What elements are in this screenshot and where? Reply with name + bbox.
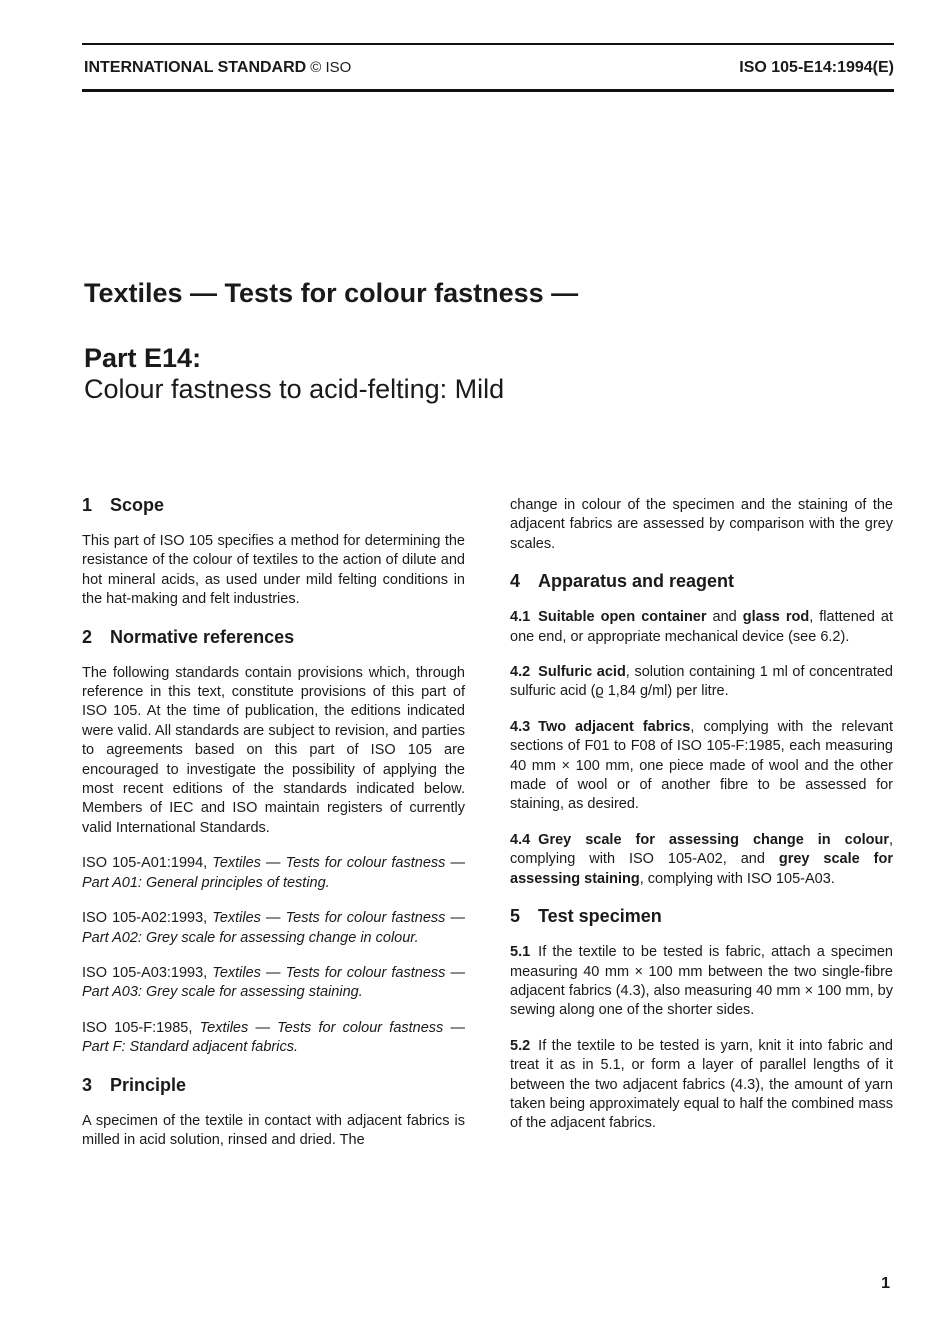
reference-item: ISO 105-A03:1993, Textiles — Tests for colour fastness — Part A03: Grey scale for assessing staining. <box>82 964 465 1001</box>
section-2-body: The following standards contain provisions which, through reference in this text, constitute provisions of this part of ISO 105. At the time of publication, the editions indicated were valid. All standards are subject to revision, and parties to agreements based on this part of ISO 105 are encouraged to investigate the possibility of applying the most recent editions of the standards indicated below. Members of IEC and ISO maintain registers of currently valid International Standards. <box>82 664 465 836</box>
reference-item: ISO 105-F:1985, Textiles — Tests for colour fastness — Part F: Standard adjacent fabrics. <box>82 1019 466 1056</box>
clause-4-2: 4.2 Sulfuric acid, solution containing 1 ml of concentrated sulfuric acid (ϱ 1,84 g/ml) per litre. <box>510 664 893 700</box>
section-3-body-continued: change in colour of the specimen and the staining of the adjacent fabrics are assessed by comparison with the grey scales. <box>510 497 893 552</box>
header-rule-bottom <box>82 89 894 92</box>
header-rule-top <box>82 43 894 45</box>
reference-item: ISO 105-A01:1994, Textiles — Tests for colour fastness — Part A01: General principles of testing. <box>82 855 465 891</box>
section-1-body: This part of ISO 105 specifies a method for determining the resistance of the colour of textiles to the action of dilute and hot mineral acids, as used under mild felting conditions in the hat-making and felt industries. <box>82 533 465 608</box>
section-1-heading: 1 Scope <box>82 495 165 515</box>
page-number: 1 <box>881 1275 890 1292</box>
section-2-heading: 2 Normative references <box>82 626 295 647</box>
section-3-body-start: A specimen of the textile in contact with adjacent fabrics is milled in acid solution, rinsed and dried. The <box>82 1112 465 1148</box>
header-copyright: © ISO <box>310 59 352 76</box>
title-subtitle: Colour fastness to acid-felting: Mild <box>84 374 505 404</box>
header-standard-label: INTERNATIONAL STANDARD © ISO <box>84 59 352 76</box>
section-5-heading: 5 Test specimen <box>510 906 662 927</box>
clause-5-1: 5.1 If the textile to be tested is fabric, attach a specimen measuring 40 mm × 100 mm between the two single-fibre adjacent fabrics (4.3), also measuring 40 mm × 100 mm, by sewing along one of the shorter sides. <box>510 944 893 1019</box>
right-column <box>510 496 893 1150</box>
left-column <box>82 494 465 1166</box>
header-document-number: ISO 105-E14:1994(E) <box>739 59 894 76</box>
reference-item: ISO 105-A02:1993, Textiles — Tests for colour fastness — Part A02: Grey scale for assessing change in colour. <box>82 910 465 946</box>
section-3-heading: 3 Principle <box>82 1074 187 1095</box>
clause-4-4: 4.4 Grey scale for assessing change in colour, complying with ISO 105-A02, and grey scale for assessing staining, complying with ISO 105-A03. <box>510 831 893 887</box>
clause-4-1: 4.1 Suitable open container and glass rod, flattened at one end, or appropriate mechanical device (see 6.2). <box>510 609 894 645</box>
title-main: Textiles — Tests for colour fastness — <box>84 278 579 308</box>
section-4-heading: 4 Apparatus and reagent <box>510 571 735 592</box>
clause-4-3: 4.3 Two adjacent fabrics, complying with the relevant sections of F01 to F08 of ISO 105-F:1985, each measuring 40 mm × 100 mm, one piece made of wool and the other made of wool or of another fibre to be assessed for staining, as desired. <box>510 718 894 813</box>
title-part: Part E14: <box>84 343 202 373</box>
clause-5-2: 5.2 If the textile to be tested is yarn, knit it into fabric and treat it as in 5.1, or form a layer of parallel lengths of it between the two adjacent fabrics (4.3), the amount of yarn taken being approximately equal to half the combined mass of the adjacent fabrics. <box>510 1037 893 1132</box>
